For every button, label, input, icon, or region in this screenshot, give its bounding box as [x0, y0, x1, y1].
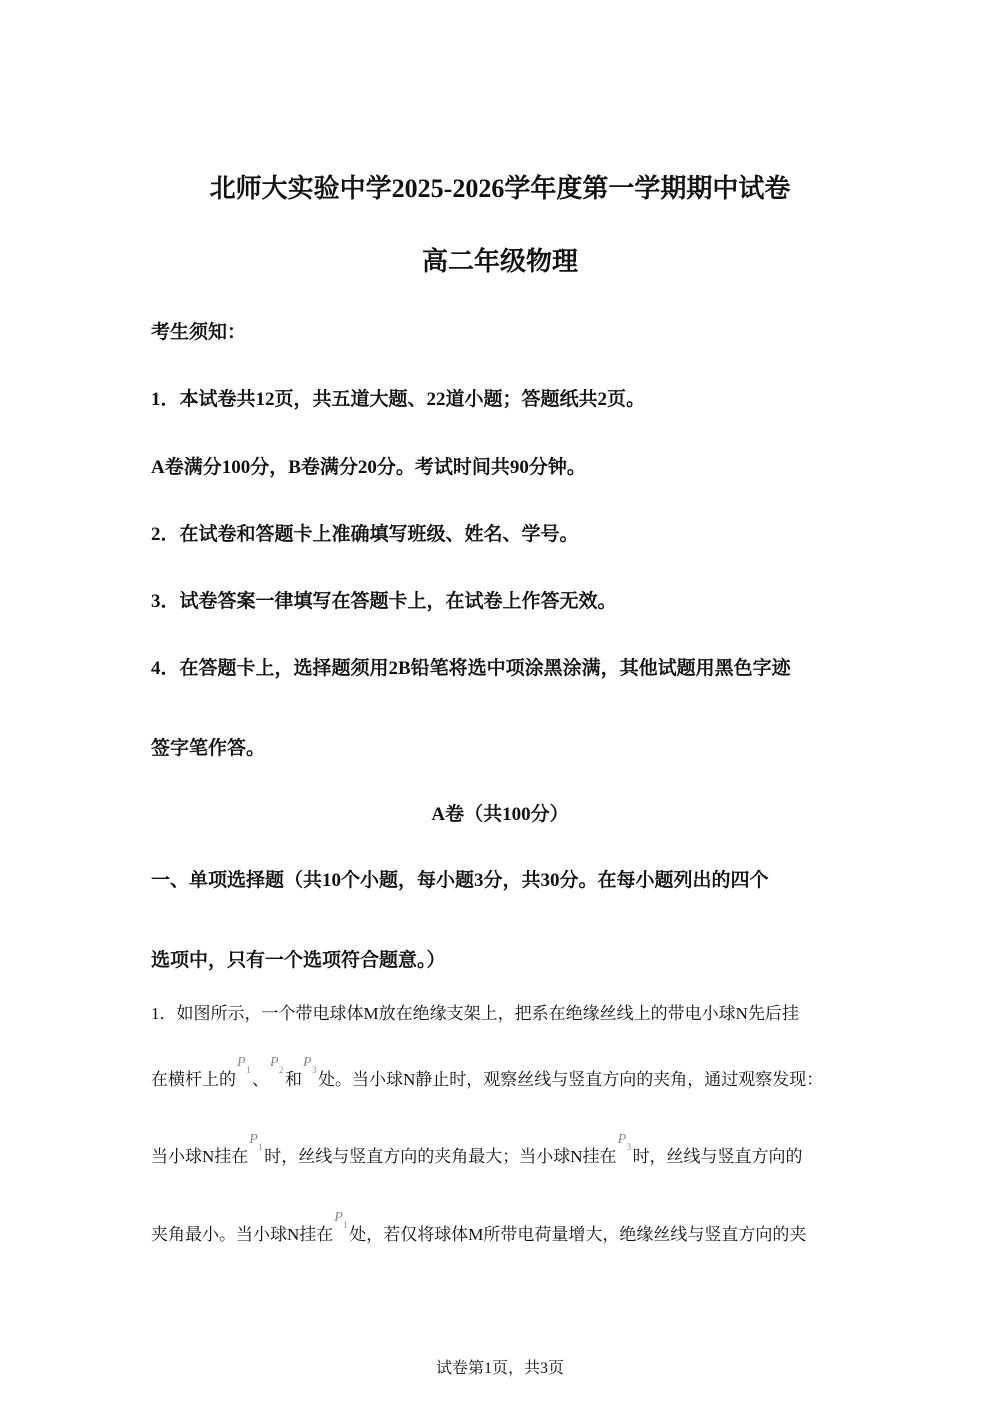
variable-p2: P 2	[270, 1055, 284, 1075]
question-text: 和	[285, 1070, 302, 1089]
page-title: 北师大实验中学2025-2026学年度第一学期期中试卷	[209, 174, 791, 203]
question-text: 时，丝线与竖直方向的	[632, 1147, 803, 1166]
notice-heading: 考生须知：	[151, 322, 247, 343]
question-text: 当小球N挂在	[151, 1147, 249, 1166]
notice-item-3: 3．试卷答案一律填写在答题卡上，在试卷上作答无效。	[151, 591, 617, 612]
question-text: 处，若仅将球体M所带电荷量增大，绝缘丝线与竖直方向的夹	[349, 1225, 807, 1244]
question-text: 、	[252, 1070, 269, 1089]
variable-p1: P 1	[334, 1210, 348, 1230]
question-text: 在横杆上的	[151, 1070, 236, 1089]
variable-p3: P 3	[303, 1055, 317, 1075]
section-a-title: A卷（共100分）	[431, 804, 569, 825]
notice-item-1: 1．本试卷共12页，共五道大题、22道小题；答题纸共2页。	[151, 389, 646, 410]
notice-item-2: 2．在试卷和答题卡上准确填写班级、姓名、学号。	[151, 524, 579, 545]
question-1-line-2	[151, 1055, 824, 1090]
question-1-line-4	[151, 1210, 807, 1245]
question-1-line-3	[151, 1132, 803, 1167]
question-text: 处。当小球N静止时，观察丝线与竖直方向的夹角，通过观察发现：	[318, 1070, 824, 1089]
question-text: 时，丝线与竖直方向的夹角最大；当小球N挂在	[264, 1147, 617, 1166]
notice-item-4: 4．在答题卡上，选择题须用2B铅笔将选中项涂黑涂满，其他试题用黑色字迹	[151, 658, 791, 679]
page-subtitle: 高二年级物理	[421, 247, 578, 276]
notice-item-1-cont: A卷满分100分，B卷满分20分。考试时间共90分钟。	[151, 457, 586, 478]
page-footer: 试卷第1页，共3页	[435, 1360, 564, 1377]
variable-p1: P 1	[249, 1132, 263, 1152]
variable-p1: P 1	[237, 1055, 251, 1075]
notice-item-4-cont: 签字笔作答。	[151, 738, 266, 759]
part1-heading: 一、单项选择题（共10个小题，每小题3分，共30分。在每小题列出的四个	[151, 870, 769, 891]
question-text: 夹角最小。当小球N挂在	[151, 1225, 334, 1244]
variable-p3: P 3	[617, 1132, 632, 1152]
question-1-line-1: 1．如图所示，一个带电球体M放在绝缘支架上，把系在绝缘丝线上的带电小球N先后挂	[151, 1004, 799, 1023]
part1-heading-cont: 选项中，只有一个选项符合题意。）	[151, 950, 446, 971]
